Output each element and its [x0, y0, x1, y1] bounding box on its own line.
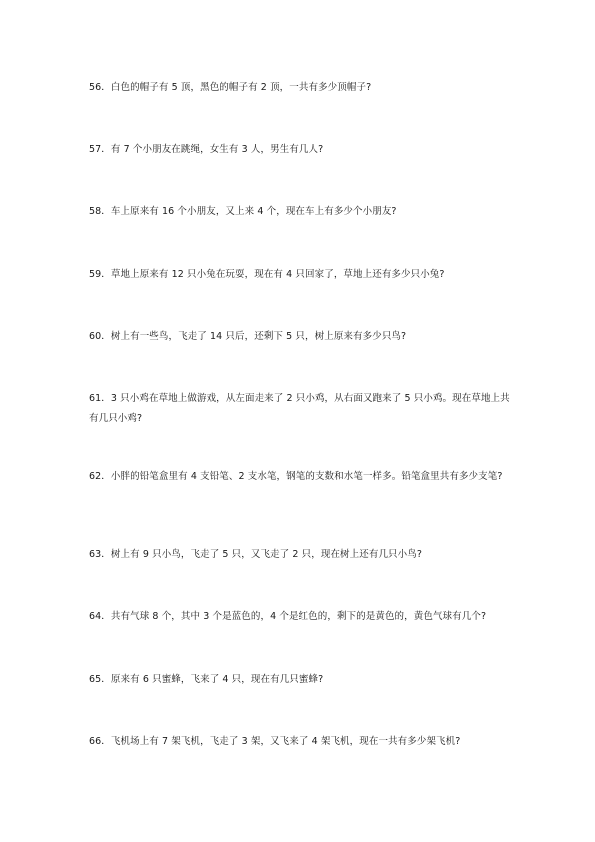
question-56: 56．白色的帽子有 5 顶，黑色的帽子有 2 顶，一共有多少顶帽子?: [89, 82, 372, 93]
question-number: 64: [89, 611, 102, 622]
question-61: 61．3 只小鸡在草地上做游戏，从左面走来了 2 只小鸡，从右面又跑来了 5 只小鸡。现在草地上共有几只小鸡?: [89, 393, 510, 424]
question-number: 61: [89, 393, 102, 404]
question-number: 66: [89, 736, 102, 747]
question-number: 59: [89, 269, 102, 280]
question-number: 63: [89, 549, 102, 560]
question-number: 60: [89, 331, 102, 342]
question-57: 57．有 7 个小朋友在跳绳，女生有 3 人，男生有几人?: [89, 144, 324, 155]
question-65: 65．原来有 6 只蜜蜂，飞来了 4 只，现在有几只蜜蜂?: [89, 674, 324, 685]
question-number: 57: [89, 144, 102, 155]
question-text: 树上有一些鸟，飞走了 14 只后，还剩下 5 只，树上原来有多少只鸟?: [110, 331, 407, 342]
question-number: 62: [89, 471, 102, 482]
question-58: 58．车上原来有 16 个小朋友，又上来 4 个，现在车上有多少个小朋友?: [89, 206, 397, 217]
question-62: 62．小胖的铅笔盒里有 4 支铅笔、2 支水笔，钢笔的支数和水笔一样多。铅笔盒里共有多少支笔?: [89, 471, 503, 482]
question-number: 56: [89, 82, 102, 93]
question-59: 59．草地上原来有 12 只小兔在玩耍，现在有 4 只回家了，草地上还有多少只小兔?: [89, 269, 445, 280]
question-text: 共有气球 8 个，其中 3 个是蓝色的，4 个是红色的，剩下的是黄色的，黄色气球有几个?: [110, 611, 487, 622]
question-64: 64．共有气球 8 个，其中 3 个是蓝色的，4 个是红色的，剩下的是黄色的，黄色气球有几个?: [89, 611, 487, 622]
question-number: 58: [89, 206, 102, 217]
question-63: 63．树上有 9 只小鸟，飞走了 5 只，又飞走了 2 只，现在树上还有几只小鸟?: [89, 549, 423, 560]
question-66: 66．飞机场上有 7 架飞机，飞走了 3 架，又飞来了 4 架飞机，现在一共有多少架飞机?: [89, 736, 461, 747]
question-text: 白色的帽子有 5 顶，黑色的帽子有 2 顶，一共有多少顶帽子?: [110, 82, 372, 93]
question-60: 60．树上有一些鸟，飞走了 14 只后，还剩下 5 只，树上原来有多少只鸟?: [89, 331, 407, 342]
question-text: 飞机场上有 7 架飞机，飞走了 3 架，又飞来了 4 架飞机，现在一共有多少架飞机?: [110, 736, 461, 747]
question-text: 草地上原来有 12 只小兔在玩耍，现在有 4 只回家了，草地上还有多少只小兔?: [110, 269, 445, 280]
question-number: 65: [89, 674, 102, 685]
question-text: 车上原来有 16 个小朋友，又上来 4 个，现在车上有多少个小朋友?: [110, 206, 397, 217]
question-text: 3 只小鸡在草地上做游戏，从左面走来了 2 只小鸡，从右面又跑来了 5 只小鸡。现在草地上共有几只小鸡?: [89, 393, 510, 424]
question-text: 有 7 个小朋友在跳绳，女生有 3 人，男生有几人?: [110, 144, 324, 155]
question-text: 树上有 9 只小鸟，飞走了 5 只，又飞走了 2 只，现在树上还有几只小鸟?: [110, 549, 423, 560]
question-text: 原来有 6 只蜜蜂，飞来了 4 只，现在有几只蜜蜂?: [110, 674, 324, 685]
question-text: 小胖的铅笔盒里有 4 支铅笔、2 支水笔，钢笔的支数和水笔一样多。铅笔盒里共有多少支笔?: [110, 471, 503, 482]
